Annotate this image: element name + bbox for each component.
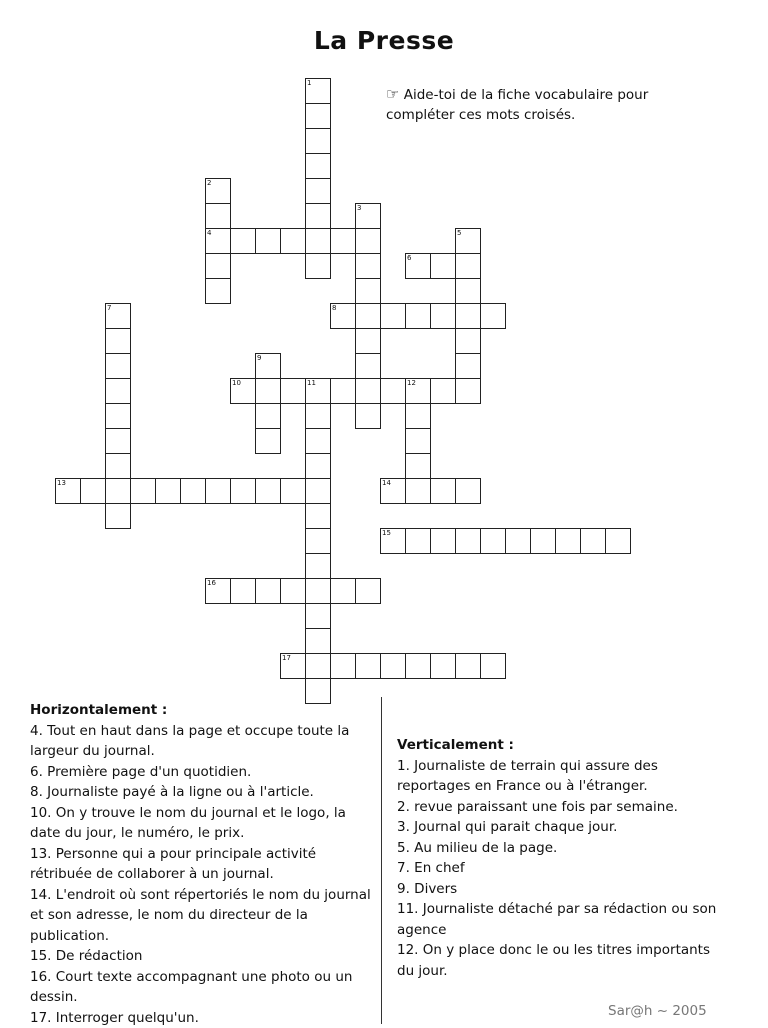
- crossword-cell[interactable]: [305, 103, 331, 129]
- clue-number: 12: [407, 379, 416, 387]
- crossword-cell[interactable]: [355, 403, 381, 429]
- crossword-cell[interactable]: [255, 578, 281, 604]
- crossword-cell[interactable]: [205, 228, 231, 254]
- crossword-cell[interactable]: [205, 478, 231, 504]
- crossword-cell[interactable]: [480, 303, 506, 329]
- crossword-cell[interactable]: [305, 428, 331, 454]
- clue-number: 17: [282, 654, 291, 662]
- crossword-cell[interactable]: [305, 153, 331, 179]
- crossword-cell[interactable]: [305, 478, 331, 504]
- clue-h-6: 6. Première page d'un quotidien.: [30, 762, 380, 783]
- crossword-cell[interactable]: [355, 278, 381, 304]
- crossword-cell[interactable]: [305, 628, 331, 654]
- crossword-cell[interactable]: [105, 403, 131, 429]
- clue-v-1: 1. Journaliste de terrain qui assure des reportages en France ou à l'étranger.: [397, 756, 717, 797]
- crossword-cell[interactable]: [405, 478, 431, 504]
- crossword-cell[interactable]: [405, 378, 431, 404]
- crossword-cell[interactable]: [405, 453, 431, 479]
- crossword-cell[interactable]: [455, 528, 481, 554]
- crossword-cell[interactable]: [305, 178, 331, 204]
- clue-number: 1: [307, 79, 311, 87]
- crossword-cell[interactable]: [405, 403, 431, 429]
- crossword-cell[interactable]: [305, 503, 331, 529]
- horizontal-clues: [30, 700, 380, 1028]
- clue-v-11: 11. Journaliste détaché par sa rédaction ou son agence: [397, 899, 717, 940]
- crossword-cell[interactable]: [355, 253, 381, 279]
- crossword-cell[interactable]: [455, 353, 481, 379]
- clue-h-14: 14. L'endroit où sont répertoriés le nom du journal et son adresse, le nom du directeur de la publication.: [30, 885, 380, 947]
- crossword-cell[interactable]: [330, 378, 356, 404]
- crossword-cell[interactable]: [330, 303, 356, 329]
- crossword-cell[interactable]: [380, 478, 406, 504]
- crossword-cell[interactable]: [355, 578, 381, 604]
- crossword-cell[interactable]: [355, 203, 381, 229]
- crossword-cell[interactable]: [305, 578, 331, 604]
- clue-h-15: 15. De rédaction: [30, 946, 380, 967]
- crossword-cell[interactable]: [105, 303, 131, 329]
- crossword-cell[interactable]: [455, 328, 481, 354]
- crossword-cell[interactable]: [55, 478, 81, 504]
- crossword-cell[interactable]: [205, 253, 231, 279]
- clue-h-17: 17. Interroger quelqu'un.: [30, 1008, 380, 1028]
- crossword-cell[interactable]: [430, 478, 456, 504]
- crossword-cell[interactable]: [555, 528, 581, 554]
- crossword-cell[interactable]: [330, 653, 356, 679]
- clue-number: 4: [207, 229, 211, 237]
- crossword-cell[interactable]: [330, 578, 356, 604]
- crossword-cell[interactable]: [580, 528, 606, 554]
- crossword-cell[interactable]: [530, 528, 556, 554]
- crossword-cell[interactable]: [230, 478, 256, 504]
- clue-v-12: 12. On y place donc le ou les titres importants du jour.: [397, 940, 717, 981]
- crossword-cell[interactable]: [305, 603, 331, 629]
- crossword-cell[interactable]: [205, 578, 231, 604]
- crossword-cell[interactable]: [355, 328, 381, 354]
- crossword-cell[interactable]: [430, 528, 456, 554]
- crossword-cell[interactable]: [430, 253, 456, 279]
- clue-number: 15: [382, 529, 391, 537]
- crossword-cell[interactable]: [105, 378, 131, 404]
- signature: Sar@h ~ 2005: [608, 1003, 707, 1019]
- clue-number: 9: [257, 354, 261, 362]
- crossword-cell[interactable]: [255, 353, 281, 379]
- crossword-cell[interactable]: [255, 228, 281, 254]
- crossword-cell[interactable]: [405, 653, 431, 679]
- crossword-cell[interactable]: [305, 553, 331, 579]
- crossword-cell[interactable]: [305, 228, 331, 254]
- crossword-cell[interactable]: [205, 278, 231, 304]
- crossword-cell[interactable]: [230, 378, 256, 404]
- crossword-cell[interactable]: [305, 78, 331, 104]
- crossword-cell[interactable]: [305, 203, 331, 229]
- column-divider: [381, 697, 382, 1024]
- clue-h-8: 8. Journaliste payé à la ligne ou à l'article.: [30, 782, 380, 803]
- clue-number: 16: [207, 579, 216, 587]
- crossword-cell[interactable]: [455, 303, 481, 329]
- clue-v-3: 3. Journal qui parait chaque jour.: [397, 817, 717, 838]
- crossword-cell[interactable]: [355, 353, 381, 379]
- crossword-cell[interactable]: [105, 503, 131, 529]
- crossword-cell[interactable]: [305, 253, 331, 279]
- crossword-cell[interactable]: [355, 303, 381, 329]
- crossword-cell[interactable]: [305, 653, 331, 679]
- crossword-cell[interactable]: [455, 278, 481, 304]
- pointing-hand-icon: ☞: [386, 85, 399, 103]
- crossword-cell[interactable]: [455, 253, 481, 279]
- crossword-cell[interactable]: [205, 203, 231, 229]
- clue-number: 8: [332, 304, 336, 312]
- crossword-cell[interactable]: [230, 228, 256, 254]
- crossword-cell[interactable]: [480, 528, 506, 554]
- crossword-cell[interactable]: [355, 378, 381, 404]
- crossword-cell[interactable]: [305, 128, 331, 154]
- clue-h-13: 13. Personne qui a pour principale activité rétribuée de collaborer à un journal.: [30, 844, 380, 885]
- crossword-cell[interactable]: [105, 353, 131, 379]
- crossword-cell[interactable]: [180, 478, 206, 504]
- crossword-cell[interactable]: [130, 478, 156, 504]
- crossword-cell[interactable]: [305, 403, 331, 429]
- crossword-cell[interactable]: [105, 328, 131, 354]
- crossword-cell[interactable]: [430, 303, 456, 329]
- crossword-cell[interactable]: [405, 303, 431, 329]
- clue-number: 11: [307, 379, 316, 387]
- crossword-cell[interactable]: [505, 528, 531, 554]
- hint-text: Aide-toi de la fiche vocabulaire pour compléter ces mots croisés.: [386, 87, 648, 123]
- clue-number: 6: [407, 254, 411, 262]
- horizontal-heading: Horizontalement :: [30, 700, 380, 721]
- clue-number: 2: [207, 179, 211, 187]
- crossword-cell[interactable]: [305, 453, 331, 479]
- clue-number: 14: [382, 479, 391, 487]
- crossword-cell[interactable]: [105, 428, 131, 454]
- crossword-cell[interactable]: [255, 378, 281, 404]
- clue-v-5: 5. Au milieu de la page.: [397, 838, 717, 859]
- vertical-heading: Verticalement :: [397, 735, 717, 756]
- clue-v-2: 2. revue paraissant une fois par semaine.: [397, 797, 717, 818]
- crossword-cell[interactable]: [280, 653, 306, 679]
- crossword-cell[interactable]: [455, 228, 481, 254]
- crossword-cell[interactable]: [380, 653, 406, 679]
- clue-number: 13: [57, 479, 66, 487]
- crossword-cell[interactable]: [405, 253, 431, 279]
- crossword-cell[interactable]: [355, 228, 381, 254]
- crossword-cell[interactable]: [280, 578, 306, 604]
- crossword-cell[interactable]: [280, 478, 306, 504]
- clue-v-7: 7. En chef: [397, 858, 717, 879]
- crossword-cell[interactable]: [255, 478, 281, 504]
- crossword-cell[interactable]: [380, 528, 406, 554]
- crossword-cell[interactable]: [480, 653, 506, 679]
- vertical-clues: [397, 735, 717, 981]
- crossword-cell[interactable]: [330, 228, 356, 254]
- clue-number: 7: [107, 304, 111, 312]
- crossword-cell[interactable]: [455, 378, 481, 404]
- clue-number: 10: [232, 379, 241, 387]
- clue-h-4: 4. Tout en haut dans la page et occupe toute la largeur du journal.: [30, 721, 380, 762]
- crossword-cell[interactable]: [255, 403, 281, 429]
- crossword-cell[interactable]: [105, 453, 131, 479]
- clue-h-16: 16. Court texte accompagnant une photo ou un dessin.: [30, 967, 380, 1008]
- crossword-cell[interactable]: [455, 653, 481, 679]
- crossword-cell[interactable]: [305, 528, 331, 554]
- crossword-cell[interactable]: [305, 378, 331, 404]
- crossword-cell[interactable]: [205, 178, 231, 204]
- page-title: La Presse: [0, 26, 768, 55]
- crossword-cell[interactable]: [255, 428, 281, 454]
- crossword-cell[interactable]: [405, 528, 431, 554]
- clue-number: 5: [457, 229, 461, 237]
- crossword-cell[interactable]: [230, 578, 256, 604]
- crossword-cell[interactable]: [380, 378, 406, 404]
- crossword-cell[interactable]: [455, 478, 481, 504]
- crossword-cell[interactable]: [605, 528, 631, 554]
- crossword-cell[interactable]: [80, 478, 106, 504]
- clue-v-9: 9. Divers: [397, 879, 717, 900]
- crossword-cell[interactable]: [280, 378, 306, 404]
- crossword-cell[interactable]: [105, 478, 131, 504]
- clue-h-10: 10. On y trouve le nom du journal et le logo, la date du jour, le numéro, le prix.: [30, 803, 380, 844]
- crossword-cell[interactable]: [380, 303, 406, 329]
- crossword-cell[interactable]: [405, 428, 431, 454]
- clue-number: 3: [357, 204, 361, 212]
- crossword-cell[interactable]: [430, 653, 456, 679]
- crossword-cell[interactable]: [355, 653, 381, 679]
- crossword-cell[interactable]: [280, 228, 306, 254]
- crossword-cell[interactable]: [430, 378, 456, 404]
- crossword-cell[interactable]: [155, 478, 181, 504]
